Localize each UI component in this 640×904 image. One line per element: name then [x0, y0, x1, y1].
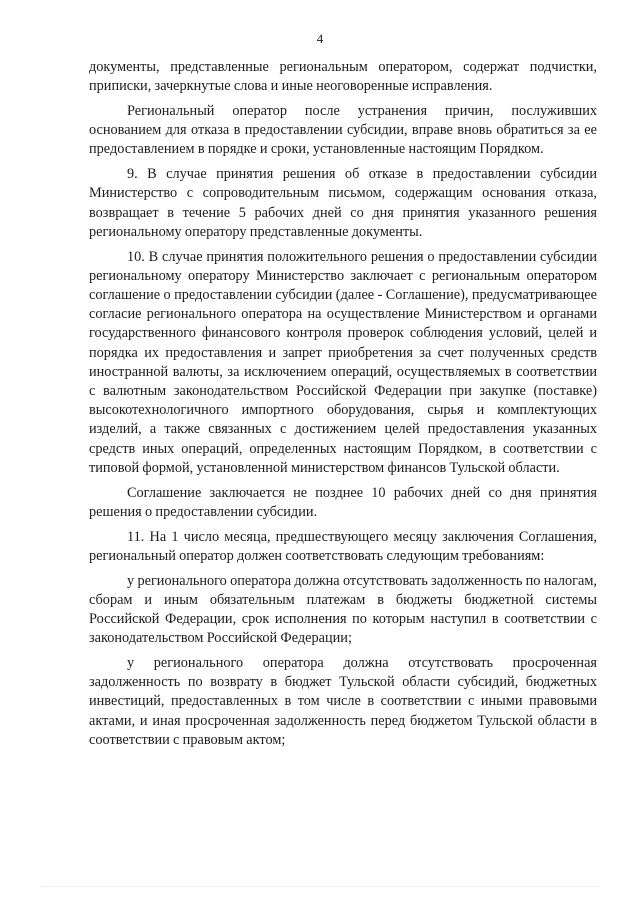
- page-number: 4: [316, 31, 324, 46]
- paragraph-requirement-debt: у регионального оператора должна отсутствовать просроченная задолженность по возврату в бюджет Тульской области субсидий, бюджетных инвестиций, предоставленных в том числе в соответствии с иными правовыми актами, и иная просроченная задолженность перед бюджетом Тульской области в соответствии с правовым актом;: [89, 655, 597, 748]
- paragraph-requirement-taxes: у регионального оператора должна отсутствовать задолженность по налогам, сборам и иным обязательным платежам в бюджеты бюджетной системы Российской Федерации, срок исполнения по которым наступил в соответствии с законодательством Российской Федерации;: [89, 572, 597, 647]
- paragraph-item-9: 9. В случае принятия решения об отказе в предоставлении субсидии Министерство с сопроводительным письмом, содержащим основания отказа, возвращает в течение 5 рабочих дней со дня принятия указанного решения региональному оператору представленные документы.: [89, 166, 597, 240]
- paragraph-agreement-term: Соглашение заключается не позднее 10 рабочих дней со дня принятия решения о предоставлении субсидии.: [89, 484, 597, 520]
- paragraph-reapply: Региональный оператор после устранения причин, послуживших основанием для отказа в предоставлении субсидии, вправе вновь обратиться за ее предоставлением в порядке и сроки, установленные настоящим Порядком.: [89, 103, 597, 158]
- paragraph-item-11: 11. На 1 число месяца, предшествующего месяцу заключения Соглашения, региональный оператор должен соответствовать следующим требованиям:: [89, 528, 597, 564]
- paragraph-continuation: документы, представленные региональным оператором, содержат подчистки, приписки, зачеркнутые слова и иные неоговоренные исправления.: [89, 59, 597, 95]
- paragraph-item-10: 10. В случае принятия положительного решения о предоставлении субсидии региональному оператору Министерство заключает с региональным оператором соглашение о предоставлении субсидии (далее - Соглашение), предусматривающее согласие регионального оператора на осуществление Министерством и органами государственного финансового контроля проверок соблюдения условий, целей и порядка их предоставления и запрет приобретения за счет полученных средств иностранной валюты, за исключением операций, осуществляемых в соответствии с валютным законодательством Российской Федерации при закупке (поставке) высокотехнологичного импортного оборудования, сырья и комплектующих изделий, а также связанных с достижением целей предоставления указанных средств иных операций, определенных настоящим Порядком, в соответствии с типовой формой, установленной министерством финансов Тульской области.: [89, 248, 597, 476]
- scan-artifact: [40, 886, 600, 888]
- document-body: [89, 58, 597, 756]
